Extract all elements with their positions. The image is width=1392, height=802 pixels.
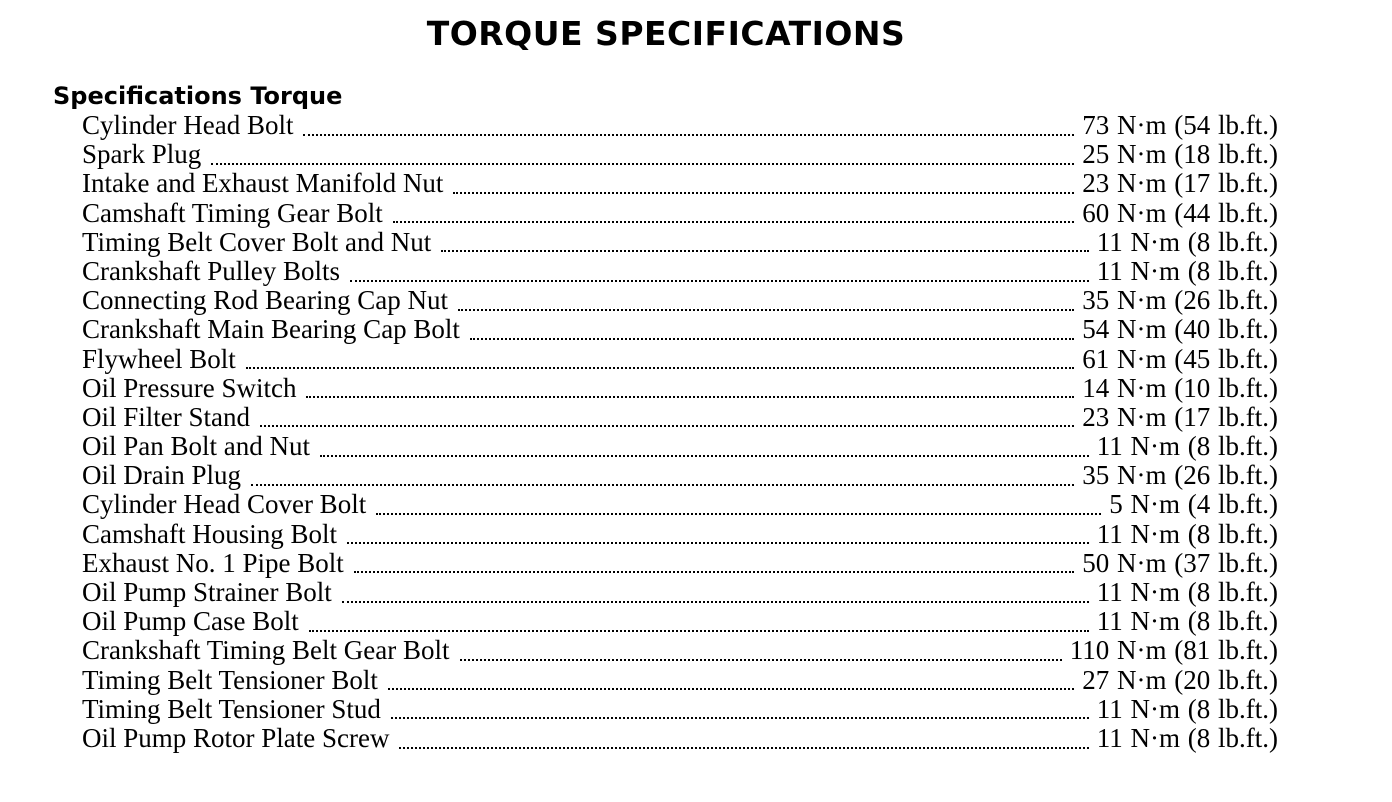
dot-leader bbox=[441, 250, 1089, 252]
spec-row bbox=[82, 695, 1278, 724]
dot-leader bbox=[388, 688, 1074, 690]
spec-item-torque-value: 110 N·m (81 lb.ft.) bbox=[1069, 635, 1278, 666]
spec-row bbox=[82, 636, 1278, 665]
spec-item-name: Oil Pan Bolt and Nut bbox=[82, 432, 320, 461]
spec-row bbox=[82, 520, 1278, 549]
dot-leader bbox=[211, 163, 1074, 165]
spec-row bbox=[82, 199, 1278, 228]
spec-row bbox=[82, 607, 1278, 636]
spec-item-name: Timing Belt Tensioner Bolt bbox=[82, 666, 388, 695]
spec-item-name: Timing Belt Cover Bolt and Nut bbox=[82, 228, 441, 257]
spec-item-torque-value: 11 N·m (8 lb.ft.) bbox=[1096, 693, 1278, 724]
spec-row bbox=[82, 578, 1278, 607]
spec-item-name: Camshaft Timing Gear Bolt bbox=[82, 199, 393, 228]
dot-leader bbox=[376, 513, 1101, 515]
dot-leader bbox=[347, 542, 1089, 544]
dot-leader bbox=[460, 659, 1062, 661]
spec-row bbox=[82, 140, 1278, 169]
spec-item-name: Oil Drain Plug bbox=[82, 461, 251, 490]
spec-item-torque-value: 61 N·m (45 lb.ft.) bbox=[1082, 343, 1278, 374]
spec-item-name: Oil Pump Case Bolt bbox=[82, 607, 309, 636]
spec-item-name: Flywheel Bolt bbox=[82, 345, 246, 374]
dot-leader bbox=[350, 280, 1089, 282]
torque-spec-list bbox=[82, 111, 1278, 753]
spec-item-torque-value: 11 N·m (8 lb.ft.) bbox=[1096, 606, 1278, 637]
spec-item-torque-value: 25 N·m (18 lb.ft.) bbox=[1082, 139, 1278, 170]
spec-row bbox=[82, 257, 1278, 286]
spec-item-torque-value: 27 N·m (20 lb.ft.) bbox=[1082, 664, 1278, 695]
spec-item-torque-value: 11 N·m (8 lb.ft.) bbox=[1096, 431, 1278, 462]
spec-row bbox=[82, 432, 1278, 461]
spec-row bbox=[82, 169, 1278, 198]
spec-row bbox=[82, 403, 1278, 432]
spec-item-name: Crankshaft Main Bearing Cap Bolt bbox=[82, 315, 470, 344]
dot-leader bbox=[458, 309, 1074, 311]
spec-item-name: Oil Filter Stand bbox=[82, 403, 260, 432]
dot-leader bbox=[260, 425, 1074, 427]
dot-leader bbox=[303, 134, 1074, 136]
spec-item-torque-value: 35 N·m (26 lb.ft.) bbox=[1082, 285, 1278, 316]
spec-item-torque-value: 11 N·m (8 lb.ft.) bbox=[1096, 226, 1278, 257]
spec-item-name: Oil Pressure Switch bbox=[82, 374, 306, 403]
spec-row bbox=[82, 228, 1278, 257]
spec-row bbox=[82, 724, 1278, 753]
spec-item-name: Connecting Rod Bearing Cap Nut bbox=[82, 286, 458, 315]
spec-item-name: Cylinder Head Bolt bbox=[82, 111, 303, 140]
spec-row bbox=[82, 461, 1278, 490]
spec-row bbox=[82, 345, 1278, 374]
spec-item-torque-value: 5 N·m (4 lb.ft.) bbox=[1109, 489, 1278, 520]
spec-item-name: Spark Plug bbox=[82, 140, 211, 169]
spec-item-name: Crankshaft Pulley Bolts bbox=[82, 257, 350, 286]
dot-leader bbox=[246, 367, 1075, 369]
section-heading: Specifications Torque bbox=[53, 82, 343, 110]
spec-item-torque-value: 50 N·m (37 lb.ft.) bbox=[1082, 547, 1278, 578]
spec-item-torque-value: 11 N·m (8 lb.ft.) bbox=[1096, 255, 1278, 286]
spec-row bbox=[82, 374, 1278, 403]
spec-item-name: Timing Belt Tensioner Stud bbox=[82, 695, 391, 724]
dot-leader bbox=[453, 192, 1074, 194]
dot-leader bbox=[399, 747, 1088, 749]
spec-item-torque-value: 35 N·m (26 lb.ft.) bbox=[1082, 460, 1278, 491]
spec-item-name: Exhaust No. 1 Pipe Bolt bbox=[82, 549, 354, 578]
dot-leader bbox=[342, 601, 1089, 603]
spec-row bbox=[82, 490, 1278, 519]
spec-item-torque-value: 23 N·m (17 lb.ft.) bbox=[1082, 401, 1278, 432]
dot-leader bbox=[354, 571, 1075, 573]
spec-row bbox=[82, 286, 1278, 315]
dot-leader bbox=[251, 484, 1074, 486]
spec-item-torque-value: 60 N·m (44 lb.ft.) bbox=[1082, 197, 1278, 228]
spec-item-torque-value: 11 N·m (8 lb.ft.) bbox=[1096, 518, 1278, 549]
spec-item-name: Oil Pump Strainer Bolt bbox=[82, 578, 342, 607]
spec-item-name: Intake and Exhaust Manifold Nut bbox=[82, 169, 453, 198]
dot-leader bbox=[391, 717, 1089, 719]
spec-item-torque-value: 11 N·m (8 lb.ft.) bbox=[1096, 577, 1278, 607]
dot-leader bbox=[306, 396, 1074, 398]
spec-item-name: Cylinder Head Cover Bolt bbox=[82, 490, 376, 519]
spec-item-name: Oil Pump Rotor Plate Screw bbox=[82, 724, 399, 753]
dot-leader bbox=[309, 630, 1089, 632]
spec-row bbox=[82, 549, 1278, 578]
dot-leader bbox=[320, 455, 1089, 457]
dot-leader bbox=[470, 338, 1074, 340]
spec-item-torque-value: 14 N·m (10 lb.ft.) bbox=[1082, 372, 1278, 403]
spec-item-torque-value: 73 N·m (54 lb.ft.) bbox=[1082, 110, 1278, 140]
spec-row bbox=[82, 666, 1278, 695]
spec-item-torque-value: 54 N·m (40 lb.ft.) bbox=[1082, 314, 1278, 345]
spec-item-torque-value: 11 N·m (8 lb.ft.) bbox=[1096, 722, 1278, 753]
spec-row bbox=[82, 315, 1278, 344]
spec-item-torque-value: 23 N·m (17 lb.ft.) bbox=[1082, 168, 1278, 199]
page-title: TORQUE SPECIFICATIONS bbox=[426, 14, 906, 53]
dot-leader bbox=[393, 221, 1075, 223]
spec-item-name: Crankshaft Timing Belt Gear Bolt bbox=[82, 636, 460, 665]
spec-row bbox=[82, 111, 1278, 140]
spec-item-name: Camshaft Housing Bolt bbox=[82, 520, 347, 549]
